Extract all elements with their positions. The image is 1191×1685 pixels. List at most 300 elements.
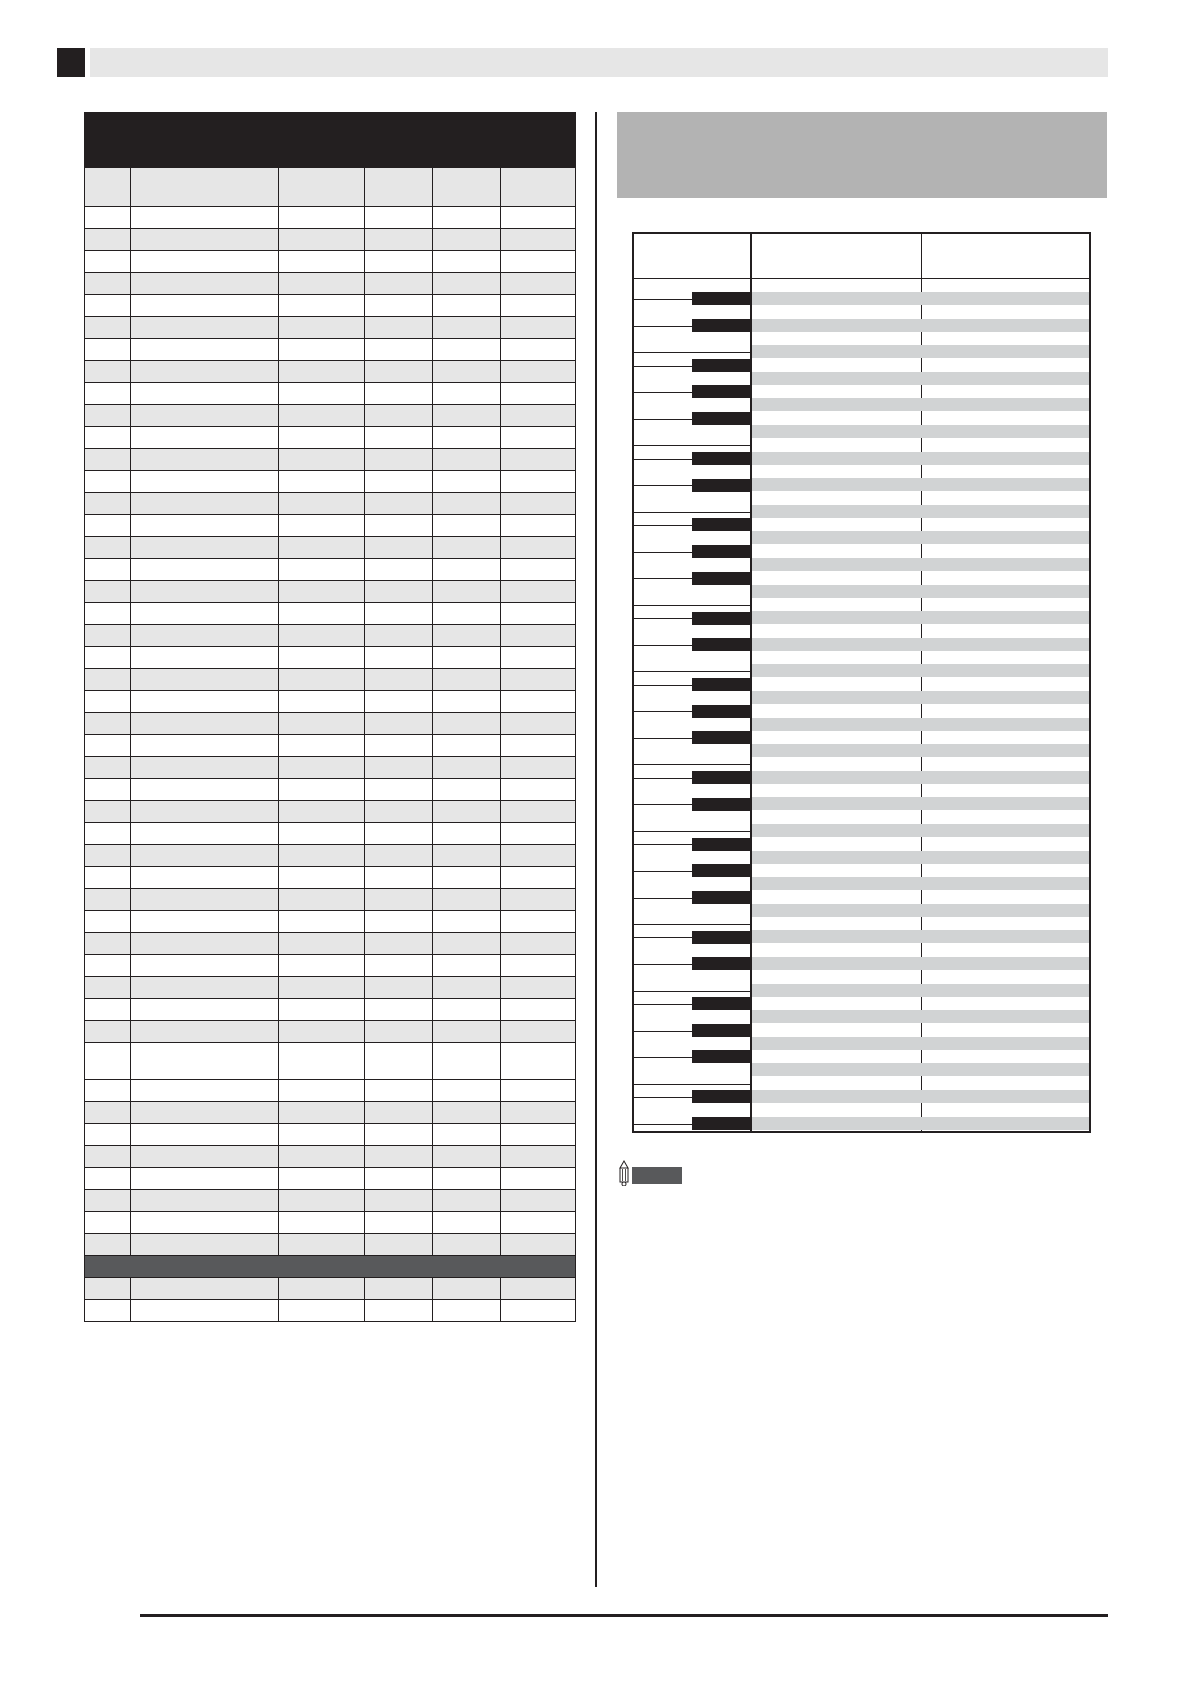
table-cell (85, 405, 131, 427)
table-cell (433, 779, 501, 801)
table-cell (501, 317, 576, 339)
table-cell (131, 977, 279, 999)
table-cell (85, 168, 131, 207)
table-cell (365, 1234, 433, 1256)
table-cell (131, 1021, 279, 1043)
table-cell (433, 449, 501, 471)
table-cell (501, 559, 576, 581)
keyboard-value-row (752, 957, 1089, 970)
table-cell (131, 1212, 279, 1234)
table-cell (279, 845, 365, 867)
table-cell (85, 493, 131, 515)
table-cell (279, 889, 365, 911)
table-row (85, 867, 576, 889)
white-key-divider (634, 738, 750, 739)
white-key-divider (634, 764, 750, 765)
keyboard-value-row (752, 1010, 1089, 1023)
table-cell (365, 383, 433, 405)
table-cell (85, 933, 131, 955)
table-cell (279, 515, 365, 537)
table-cell (131, 168, 279, 207)
table-cell (433, 1300, 501, 1322)
keyboard-value-row (752, 771, 1089, 784)
table-row (85, 647, 576, 669)
table-cell (279, 168, 365, 207)
white-key-divider (634, 671, 750, 672)
keyboard-value-row (752, 585, 1089, 598)
table-cell (131, 339, 279, 361)
keyboard-value-row (752, 425, 1089, 438)
table-cell (131, 801, 279, 823)
table-cell (131, 1234, 279, 1256)
table-cell (365, 251, 433, 273)
table-cell (433, 1278, 501, 1300)
table-cell (131, 735, 279, 757)
table-cell (85, 471, 131, 493)
table-cell (433, 207, 501, 229)
table-cell (365, 207, 433, 229)
table-cell (365, 559, 433, 581)
table-cell (501, 383, 576, 405)
table-row (85, 1300, 576, 1322)
white-key-divider (634, 392, 750, 393)
table-cell (279, 1043, 365, 1080)
table-row (85, 427, 576, 449)
table-cell (131, 1043, 279, 1080)
table-cell (85, 207, 131, 229)
table-cell (433, 735, 501, 757)
table-cell (279, 427, 365, 449)
table-cell (365, 493, 433, 515)
header-cell (85, 113, 131, 168)
table-cell (365, 273, 433, 295)
keyboard-value-row (752, 505, 1089, 518)
table-cell (433, 339, 501, 361)
table-cell (501, 625, 576, 647)
table-cell (365, 339, 433, 361)
table-cell (365, 757, 433, 779)
table-cell (501, 1168, 576, 1190)
table-cell (279, 735, 365, 757)
table-cell (433, 889, 501, 911)
keyboard-value-row (752, 930, 1089, 943)
table-cell (279, 955, 365, 977)
table-cell (85, 449, 131, 471)
table-cell (85, 1102, 131, 1124)
table-cell (131, 999, 279, 1021)
table-row (85, 757, 576, 779)
table-cell (279, 933, 365, 955)
table-row (85, 779, 576, 801)
table-cell (501, 933, 576, 955)
table-cell (85, 1190, 131, 1212)
table-cell (501, 207, 576, 229)
white-key-divider (634, 1004, 750, 1005)
table-cell (279, 207, 365, 229)
table-cell (85, 889, 131, 911)
table-row (85, 713, 576, 735)
white-key-divider (634, 831, 750, 832)
table-row (85, 471, 576, 493)
white-key-divider (634, 711, 750, 712)
table-row (85, 383, 576, 405)
table-row (85, 581, 576, 603)
keyboard-value-row (752, 558, 1089, 571)
table-cell (433, 1080, 501, 1102)
keyboard-value-row (752, 718, 1089, 731)
white-key-divider (634, 871, 750, 872)
table-cell (501, 823, 576, 845)
table-cell (279, 1234, 365, 1256)
table-cell (279, 1080, 365, 1102)
table-row (85, 625, 576, 647)
table-row (85, 251, 576, 273)
table-cell (433, 1168, 501, 1190)
table-cell (131, 669, 279, 691)
table-cell (501, 801, 576, 823)
table-cell (85, 427, 131, 449)
table-row (85, 1043, 576, 1080)
table-cell (501, 889, 576, 911)
table-cell (501, 295, 576, 317)
table-cell (279, 1021, 365, 1043)
table-cell (433, 713, 501, 735)
table-cell (433, 933, 501, 955)
table-cell (501, 449, 576, 471)
table-cell (85, 735, 131, 757)
table-cell (433, 273, 501, 295)
table-cell (85, 757, 131, 779)
table-cell (365, 581, 433, 603)
table-row (85, 1234, 576, 1256)
table-cell (279, 1168, 365, 1190)
table-cell (131, 1300, 279, 1322)
white-key-divider (634, 964, 750, 965)
keyboard-value-row (752, 904, 1089, 917)
table-row (85, 1102, 576, 1124)
table-cell (365, 867, 433, 889)
table-cell (85, 647, 131, 669)
table-row (85, 823, 576, 845)
table-cell (279, 1146, 365, 1168)
table-row (85, 405, 576, 427)
table-row (85, 493, 576, 515)
table-cell (85, 823, 131, 845)
table-cell (131, 383, 279, 405)
table-cell (131, 251, 279, 273)
table-cell (279, 339, 365, 361)
table-row (85, 603, 576, 625)
white-key-divider (634, 1124, 750, 1125)
table-cell (501, 361, 576, 383)
table-cell (365, 229, 433, 251)
table-cell (365, 845, 433, 867)
table-cell (85, 515, 131, 537)
table-cell (85, 339, 131, 361)
table-cell (501, 757, 576, 779)
table-cell (85, 1043, 131, 1080)
table-cell (501, 1190, 576, 1212)
table-cell (279, 537, 365, 559)
table-cell (131, 823, 279, 845)
table-cell (85, 295, 131, 317)
keyboard-header-rule (634, 278, 1089, 279)
table-cell (131, 295, 279, 317)
table-cell (85, 1256, 576, 1278)
table-cell (85, 911, 131, 933)
white-key-divider (634, 1031, 750, 1032)
header-cell (501, 113, 576, 168)
table-cell (85, 977, 131, 999)
table-cell (279, 383, 365, 405)
table-row (85, 691, 576, 713)
table-row (85, 207, 576, 229)
table-cell (501, 581, 576, 603)
keyboard-value-row (752, 824, 1089, 837)
table-cell (433, 1234, 501, 1256)
white-key-divider (634, 366, 750, 367)
table-cell (131, 933, 279, 955)
table-cell (131, 845, 279, 867)
table-row (85, 1124, 576, 1146)
table-cell (501, 1212, 576, 1234)
table-cell (279, 977, 365, 999)
table-cell (279, 251, 365, 273)
table-row (85, 229, 576, 251)
table-cell (131, 911, 279, 933)
keyboard-value-row (752, 638, 1089, 651)
table-cell (279, 603, 365, 625)
white-key-divider (634, 605, 750, 606)
table-cell (85, 713, 131, 735)
keyboard-value-row (752, 877, 1089, 890)
table-cell (365, 603, 433, 625)
table-row (85, 1278, 576, 1300)
table-row (85, 295, 576, 317)
table-cell (365, 361, 433, 383)
table-cell (85, 559, 131, 581)
table-cell (279, 867, 365, 889)
table-cell (365, 317, 433, 339)
table-cell (501, 405, 576, 427)
table-cell (501, 537, 576, 559)
table-cell (131, 1278, 279, 1300)
white-key-divider (634, 299, 750, 300)
table-cell (279, 317, 365, 339)
table-row (85, 168, 576, 207)
keyboard-value-row (752, 345, 1089, 358)
table-cell (131, 867, 279, 889)
table-cell (501, 867, 576, 889)
table-cell (131, 361, 279, 383)
table-cell (131, 317, 279, 339)
keyboard-value-row (752, 372, 1089, 385)
table-cell (501, 977, 576, 999)
white-key-divider (634, 618, 750, 619)
table-row (85, 735, 576, 757)
table-cell (433, 1124, 501, 1146)
table-cell (433, 427, 501, 449)
white-key-divider (634, 445, 750, 446)
table-cell (85, 999, 131, 1021)
table-cell (279, 449, 365, 471)
keyboard-value-row (752, 1117, 1089, 1130)
table-cell (131, 1190, 279, 1212)
table-cell (85, 867, 131, 889)
white-key-divider (634, 525, 750, 526)
table-cell (501, 713, 576, 735)
table-cell (501, 273, 576, 295)
table-cell (279, 581, 365, 603)
white-key-divider (634, 898, 750, 899)
table-cell (433, 1190, 501, 1212)
table-row (85, 933, 576, 955)
table-cell (501, 603, 576, 625)
keyboard-value-row (752, 531, 1089, 544)
table-cell (365, 647, 433, 669)
table-cell (131, 207, 279, 229)
table-cell (85, 801, 131, 823)
keyboard-value-row (752, 292, 1089, 305)
table-cell (433, 647, 501, 669)
table-cell (279, 757, 365, 779)
table-cell (85, 1234, 131, 1256)
table-cell (131, 625, 279, 647)
table-cell (279, 1300, 365, 1322)
table-cell (131, 493, 279, 515)
left-data-table (84, 112, 576, 1322)
table-row (85, 1212, 576, 1234)
table-cell (433, 625, 501, 647)
table-cell (279, 647, 365, 669)
table-cell (365, 1080, 433, 1102)
white-key-divider (634, 937, 750, 938)
table-cell (501, 471, 576, 493)
table-cell (365, 735, 433, 757)
table-cell (365, 1124, 433, 1146)
header-cell (279, 113, 365, 168)
table-cell (279, 625, 365, 647)
table-row (85, 845, 576, 867)
header-cell (131, 113, 279, 168)
table-row (85, 317, 576, 339)
table-cell (85, 1146, 131, 1168)
section-heading-box (617, 112, 1107, 198)
table-cell (433, 845, 501, 867)
table-cell (501, 1124, 576, 1146)
table-cell (365, 1043, 433, 1080)
table-cell (365, 669, 433, 691)
keyboard-value-row (752, 611, 1089, 624)
table-row (85, 1080, 576, 1102)
table-cell (279, 361, 365, 383)
table-cell (433, 515, 501, 537)
table-row (85, 977, 576, 999)
table-cell (433, 603, 501, 625)
table-cell (501, 669, 576, 691)
table-cell (365, 977, 433, 999)
table-cell (501, 1021, 576, 1043)
table-cell (131, 757, 279, 779)
table-cell (131, 1168, 279, 1190)
white-key-divider (634, 685, 750, 686)
table-cell (131, 1146, 279, 1168)
table-cell (501, 168, 576, 207)
table-cell (131, 889, 279, 911)
table-cell (433, 1043, 501, 1080)
table-cell (433, 537, 501, 559)
table-cell (365, 911, 433, 933)
table-row (85, 537, 576, 559)
white-key-divider (634, 804, 750, 805)
table-cell (279, 999, 365, 1021)
table-cell (131, 603, 279, 625)
table-cell (433, 383, 501, 405)
table-cell (365, 1300, 433, 1322)
keyboard-value-row (752, 691, 1089, 704)
table-cell (433, 669, 501, 691)
table-cell (365, 1021, 433, 1043)
table-cell (131, 229, 279, 251)
table-cell (85, 1212, 131, 1234)
table-cell (365, 427, 433, 449)
table-cell (433, 977, 501, 999)
table-row (85, 515, 576, 537)
white-key-divider (634, 326, 750, 327)
table-row (85, 999, 576, 1021)
keyboard-table (632, 232, 1091, 1133)
table-cell (365, 515, 433, 537)
column-divider (595, 112, 597, 1587)
table-cell (501, 229, 576, 251)
table-cell (433, 1102, 501, 1124)
keyboard-value-row (752, 744, 1089, 757)
table-cell (279, 1212, 365, 1234)
header-bar (90, 48, 1108, 77)
table-cell (279, 559, 365, 581)
white-key-divider (634, 844, 750, 845)
table-row (85, 1168, 576, 1190)
table-row (85, 955, 576, 977)
white-key-divider (634, 485, 750, 486)
white-key-divider (634, 419, 750, 420)
header-cell (433, 113, 501, 168)
table-cell (501, 1102, 576, 1124)
table-cell (131, 515, 279, 537)
table-cell (131, 427, 279, 449)
table-cell (433, 1212, 501, 1234)
table-cell (365, 955, 433, 977)
table-cell (501, 493, 576, 515)
table-cell (433, 581, 501, 603)
table-cell (433, 999, 501, 1021)
chapter-marker (57, 48, 85, 77)
table-cell (433, 229, 501, 251)
table-cell (365, 933, 433, 955)
table-cell (279, 823, 365, 845)
pencil-icon (617, 1160, 631, 1186)
table-cell (131, 559, 279, 581)
table-row (85, 449, 576, 471)
table-cell (85, 251, 131, 273)
table-row (85, 1190, 576, 1212)
table-cell (501, 735, 576, 757)
table-cell (85, 1021, 131, 1043)
table-cell (433, 251, 501, 273)
table-cell (501, 1234, 576, 1256)
white-key-divider (634, 512, 750, 513)
table-cell (365, 1212, 433, 1234)
